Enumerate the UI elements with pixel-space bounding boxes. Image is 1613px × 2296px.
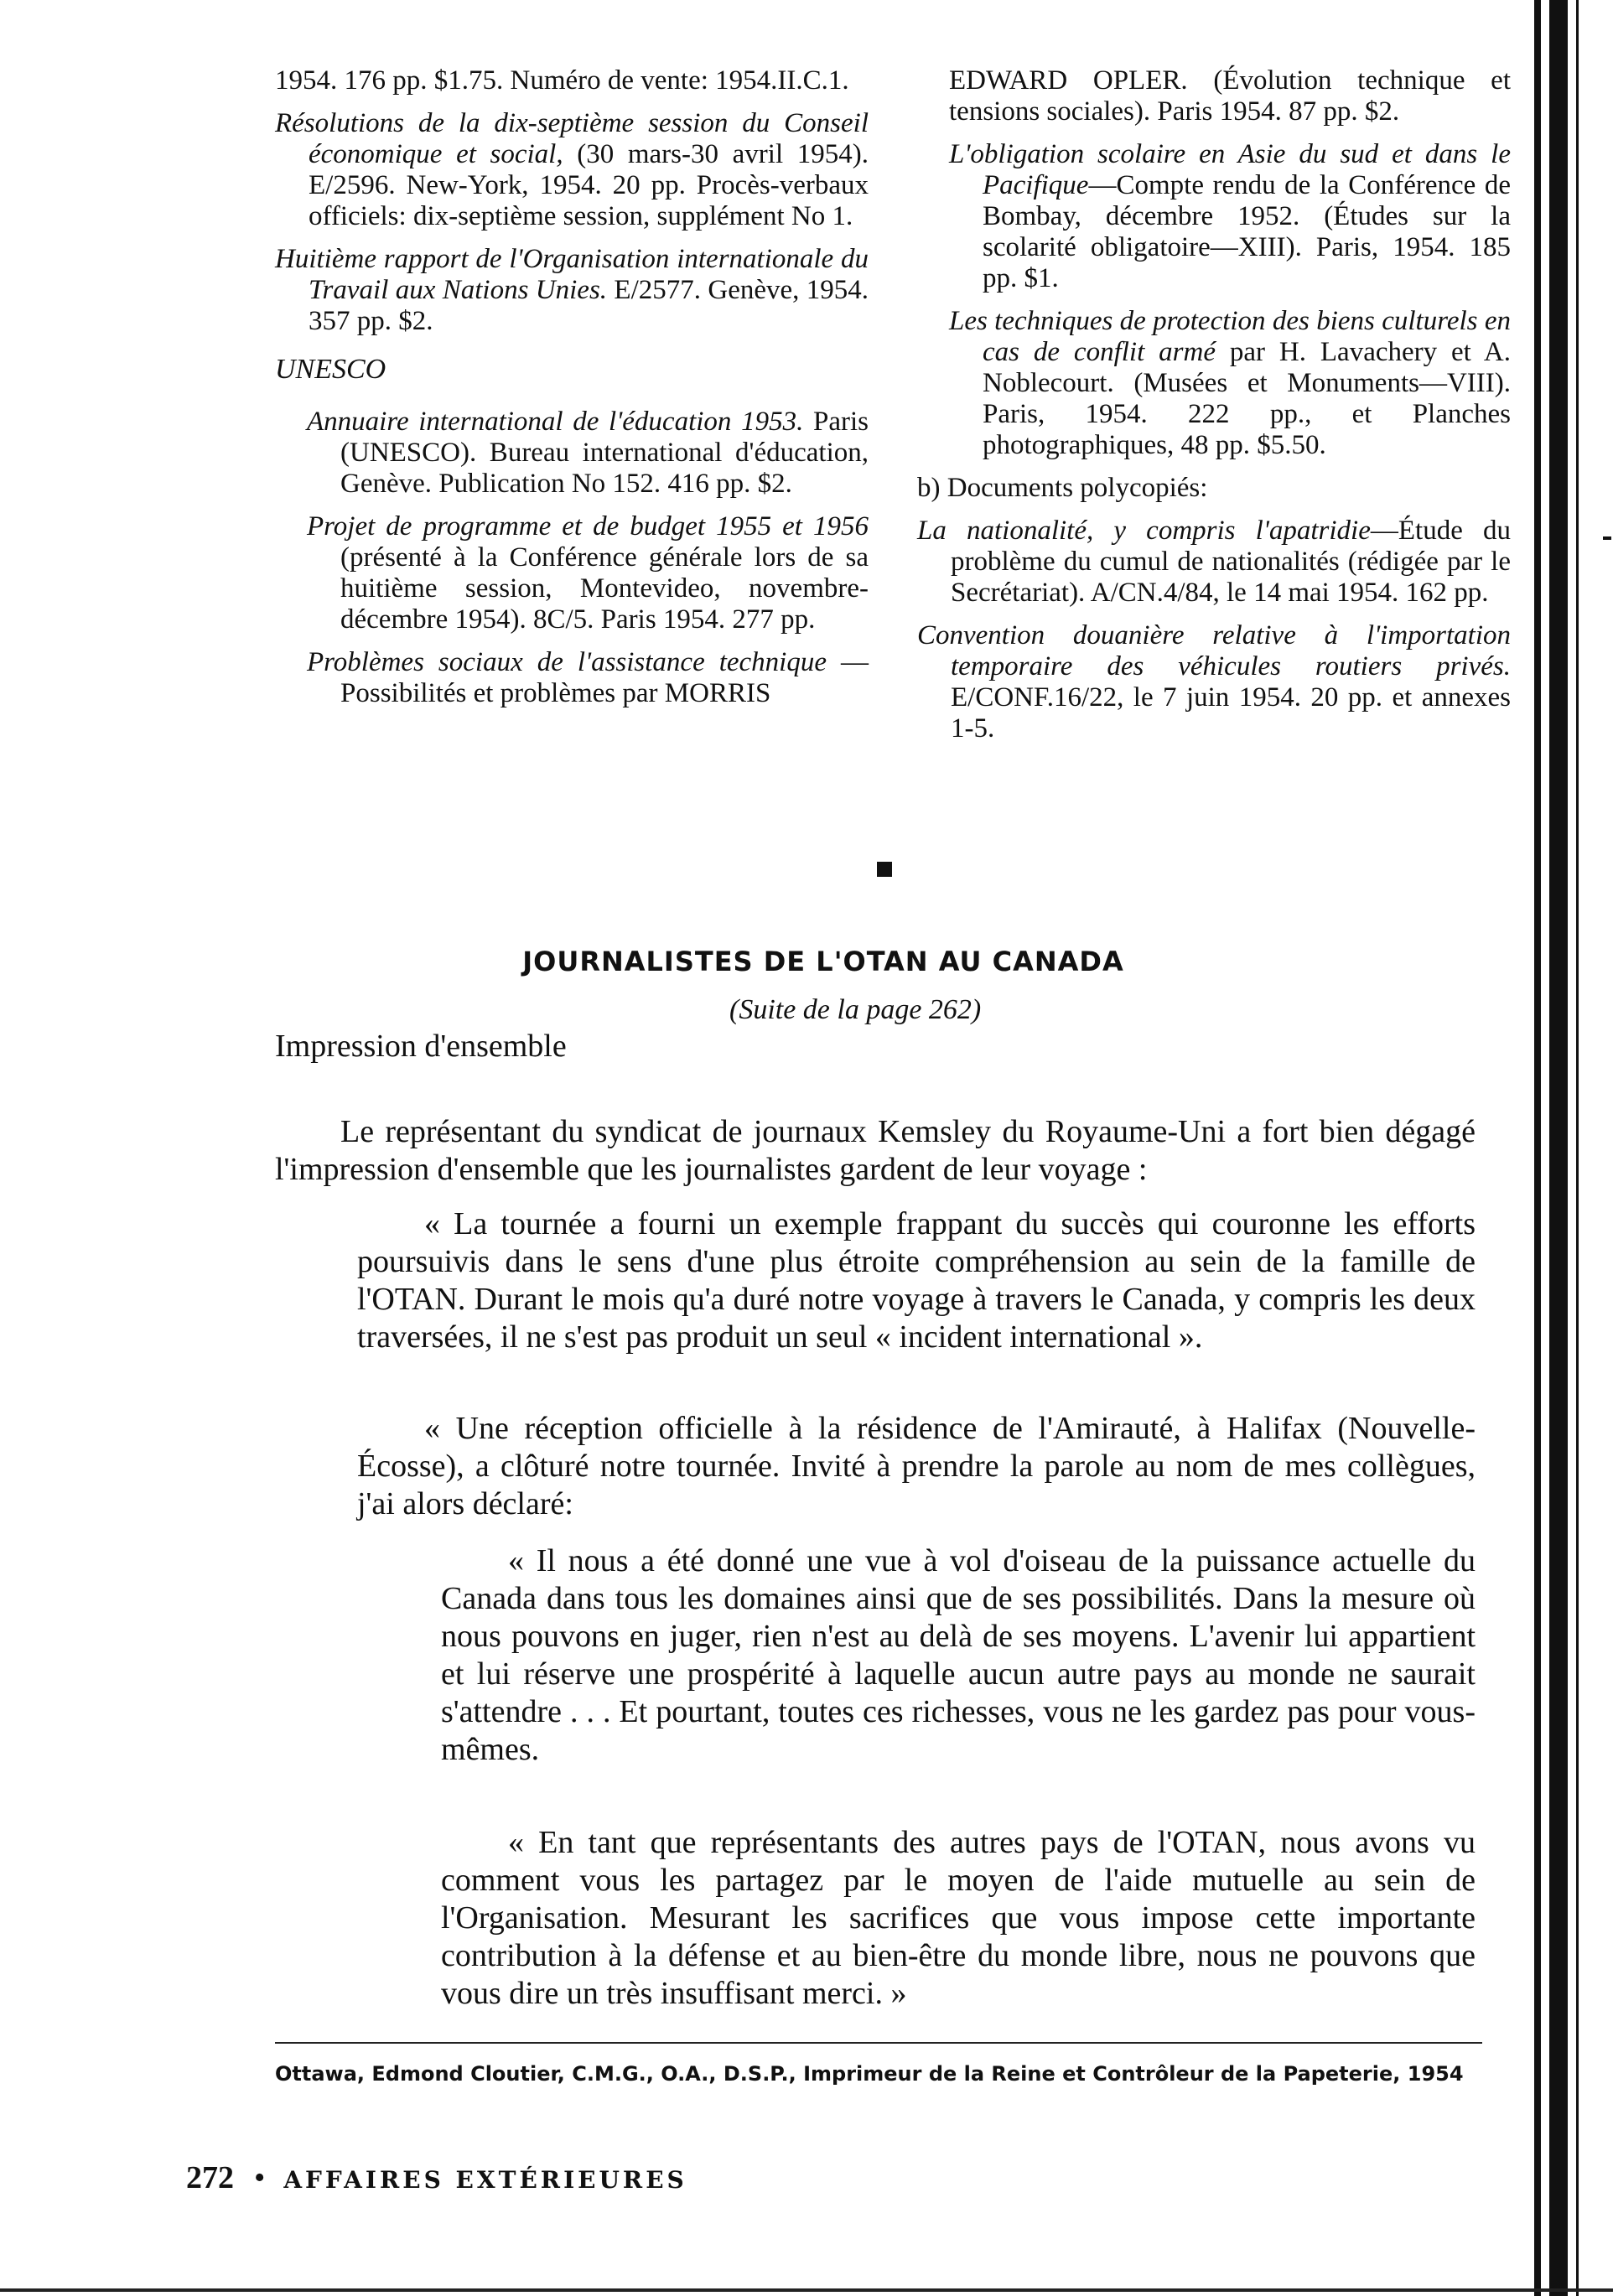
bottom-edge bbox=[0, 2288, 1613, 2292]
right-bibliography-column bbox=[917, 65, 1511, 756]
bib-entry: Projet de programme et de budget 1955 et 1956 (présenté à la Conférence générale lors de sa huitième session, Montevideo, novembre-décembre 1954). 8C/5. Paris 1954. 277 pp. bbox=[307, 511, 869, 635]
bib-entry: EDWARD OPLER. (Évolution technique et tensions sociales). Paris 1954. 87 pp. $2. bbox=[949, 65, 1511, 127]
nested-quote-paragraph: « En tant que représentants des autres pays de l'OTAN, nous avons vu comment vous les partagez par le moyen de l'aide mutuelle au sein de l'Organisation. Mesurant les sacrifices que vous impose cette importante contribution à la défense et au bien-être du monde libre, nous ne pouvons que vous dire un très insuffisant merci. » bbox=[441, 1825, 1476, 2011]
quote-paragraph: « Une réception officielle à la résidence de l'Amirauté, à Halifax (Nouvelle-Écosse), a clôturé notre tournée. Invité à prendre la parole au nom de mes collègues, j'ai alors déclaré: bbox=[357, 1411, 1476, 1521]
footer-separator: • bbox=[254, 2160, 266, 2195]
binding-edge bbox=[1534, 0, 1541, 2296]
binding-edge bbox=[1549, 0, 1568, 2296]
continued-note: (Suite de la page 262) bbox=[729, 994, 982, 1025]
bib-entry: Convention douanière relative à l'importation temporaire des véhicules routiers privés. E/CONF.16/22, le 7 juin 1954. 20 pp. et annexes 1-5. bbox=[917, 620, 1511, 744]
mimeographed-label: b) Documents polycopiés: bbox=[917, 473, 1208, 503]
bib-entry: L'obligation scolaire en Asie du sud et dans le Pacifique—Compte rendu de la Conférence de Bombay, décembre 1952. (Études sur la scolarité obligatoire—XIII). Paris, 1954. 185 pp. $1. bbox=[949, 139, 1511, 293]
bib-entry: Les techniques de protection des biens culturels en cas de conflit armé par H. Lavachery et A. Noblecourt. (Musées et Monuments—VIII). Paris, 1954. 222 pp., et Planches photographiques, 48 pp. $5.50. bbox=[949, 306, 1512, 460]
printer-imprint: Ottawa, Edmond Cloutier, C.M.G., O.A., D.S.P., Imprimeur de la Reine et Contrôleur de la Papeterie, 1954 bbox=[275, 2062, 1464, 2086]
quote-paragraph: « La tournée a fourni un exemple frappant du succès qui couronne les efforts poursuivis dans le sens d'une plus étroite compréhension au sein de la famille de l'OTAN. Durant le mois qu'a duré notre voyage à travers le Canada, y compris les deux traversées, il ne s'est pas produit un seul « incident international ». bbox=[357, 1206, 1476, 1355]
section-heading: Impression d'ensemble bbox=[275, 1029, 567, 1064]
journal-title: AFFAIRES EXTÉRIEURES bbox=[283, 2166, 687, 2194]
body-paragraph: Le représentant du syndicat de journaux Kemsley du Royaume-Uni a fort bien dégagé l'impression d'ensemble que les journalistes gardent de leur voyage : bbox=[275, 1114, 1476, 1187]
left-bibliography-column bbox=[275, 65, 869, 721]
bib-entry: La nationalité, y compris l'apatridie—Étude du problème du cumul de nationalités (rédigée par le Secrétariat). A/CN.4/84, le 14 mai 1954. 162 pp. bbox=[917, 516, 1511, 608]
section-separator-square bbox=[877, 862, 892, 877]
page-number: 272 bbox=[186, 2160, 234, 2195]
binding-edge bbox=[1576, 0, 1579, 2296]
nested-quote-paragraph: « Il nous a été donné une vue à vol d'oiseau de la puissance actuelle du Canada dans tous les domaines ainsi que de ses possibilités. Dans la mesure où nous pouvons en juger, rien n'est au delà de ses moyens. L'avenir lui appartient et lui réserve une prospérité à laquelle aucun autre pays au monde ne saurait s'attendre . . . Et pourtant, toutes ces richesses, vous ne les gardez pas pour vous-mêmes. bbox=[441, 1543, 1476, 1767]
bib-entry: Huitième rapport de l'Organisation internationale du Travail aux Nations Unies. E/2577. Genève, 1954. 357 pp. $2. bbox=[275, 244, 869, 336]
imprint-rule bbox=[275, 2042, 1482, 2044]
page-footer bbox=[186, 2159, 687, 2196]
edge-mark bbox=[1603, 536, 1611, 540]
unesco-subheading: UNESCO bbox=[275, 354, 386, 385]
bib-entry: Annuaire international de l'éducation 1953. Paris (UNESCO). Bureau international d'éducation, Genève. Publication No 152. 416 pp. $2. bbox=[307, 407, 869, 499]
bib-entry: Résolutions de la dix-septième session du Conseil économique et social, (30 mars-30 avril 1954). E/2596. New-York, 1954. 20 pp. Procès-verbaux officiels: dix-septième session, supplément No 1. bbox=[275, 108, 869, 231]
unesco-entries bbox=[275, 407, 869, 709]
bib-entry: 1954. 176 pp. $1.75. Numéro de vente: 1954.II.C.1. bbox=[275, 65, 849, 96]
bib-entry: Problèmes sociaux de l'assistance technique —Possibilités et problèmes par MORRIS bbox=[307, 647, 869, 708]
article-title: JOURNALISTES DE L'OTAN AU CANADA bbox=[522, 946, 1124, 977]
unesco-entries-continued bbox=[917, 65, 1511, 461]
